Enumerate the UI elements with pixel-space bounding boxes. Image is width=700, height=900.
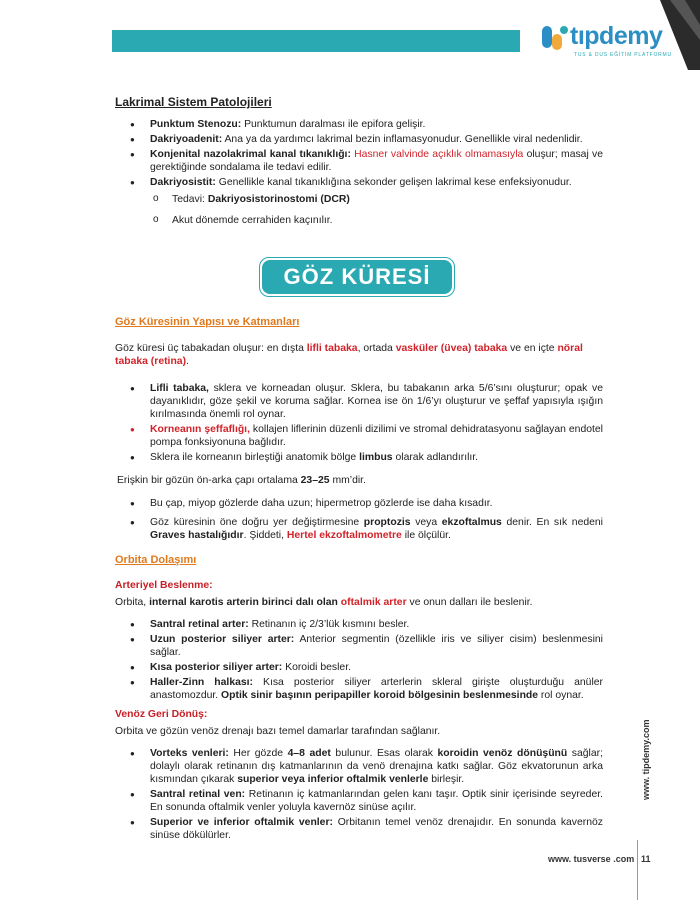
list-item [115, 118, 603, 131]
dakriyosistit-sublist [115, 193, 603, 227]
list-item [115, 788, 603, 814]
content-block-3 [115, 554, 603, 844]
t: sağlar; dolaylı olarak retinanın dış katmanlarının da venö drenajına katkı sağlar. Göz ekvatorunun arka kısmından çıkarak [150, 748, 603, 785]
list-item [115, 148, 603, 174]
t: proptozis [363, 517, 411, 528]
term: Superior ve inferior oftalmik venler: [150, 817, 333, 828]
diameter-list [115, 497, 603, 542]
sub-text: Tedavi: [172, 194, 208, 205]
t: . Şiddeti, [243, 530, 287, 541]
diameter-paragraph [117, 474, 603, 487]
t: Her gözde [228, 748, 288, 759]
subsection-title-venous: Venöz Geri Dönüş: [115, 709, 208, 720]
item-text: Retinanın iç katmanlarından gelen kanı taşır. Optik sinir içerisinde seyreder. En sonunda oftalmik venler yoluyla kavernöz sinüse açılır. [150, 789, 603, 813]
list-item [115, 816, 603, 842]
item-text: Retinanın iç 2/3’lük kısmını besler. [248, 619, 410, 630]
t: denir. En sık nedeni [501, 517, 603, 528]
t: internal karotis arterin birinci dalı olan [149, 597, 338, 608]
t: mm’dir. [329, 475, 366, 486]
list-item [115, 516, 603, 542]
term: Haller-Zinn halkası: [150, 677, 253, 688]
t: Graves hastalığıdır [150, 530, 244, 541]
footer-divider [637, 840, 638, 900]
content-block-1 [115, 96, 603, 235]
term: Lifli tabaka, [150, 383, 209, 394]
sub-item [115, 214, 603, 227]
footer-url[interactable]: www. tusverse .com [548, 854, 635, 864]
t: olarak adlandırılır. [392, 452, 479, 463]
banner-title: GÖZ KÜRESİ [262, 260, 452, 294]
arterial-list [115, 618, 603, 702]
t: koroidin venöz dönüşünü [437, 748, 568, 759]
tipdemy-logo [540, 22, 675, 62]
item-text: Punktumun daralması ile epifora gelişir. [241, 119, 426, 130]
header-teal-bar [112, 30, 520, 52]
t: bulunur. Esas olarak [330, 748, 438, 759]
term: Dakriyoadenit: [150, 134, 223, 145]
venous-intro: Orbita ve gözün venöz drenajı bazı temel damarlar tarafından sağlanır. [115, 726, 441, 737]
t: ve onun dalları ile beslenir. [406, 597, 533, 608]
t: limbus [359, 452, 393, 463]
term: Korneanın şeffaflığı, [150, 424, 250, 435]
list-item [115, 382, 603, 421]
list-item [115, 747, 603, 786]
t: Erişkin bir gözün ön-arka çapı ortalama [117, 475, 301, 486]
section-title-goz-kuresi: Göz Küresinin Yapısı ve Katmanları [115, 316, 300, 328]
list-item [115, 633, 603, 659]
term: Punktum Stenozu: [150, 119, 242, 130]
term: Santral retinal arter: [150, 619, 249, 630]
logo-tagline: TUS & DUS EĞİTİM PLATFORMU [574, 52, 672, 58]
logo-mark-icon [540, 24, 570, 54]
section-title-orbita: Orbita Dolaşımı [115, 554, 197, 566]
list-item [115, 176, 603, 189]
list-item [115, 423, 603, 449]
t: Sklera ile korneanın birleştiği anatomik bölge [150, 452, 360, 463]
t: Göz küresi üç tabakadan oluşur: en dışta [115, 343, 307, 354]
sub-item [115, 193, 603, 206]
item-text: kollajen liflerinin düzenli dizilimi ve stromal dehidratasyonu sağlayan endotel pompa fonksiyonuna bağlıdır. [150, 424, 603, 448]
t: ve en içte [507, 343, 558, 354]
term: Konjenital nazolakrimal kanal tıkanıklığı: [150, 149, 351, 160]
list-item [115, 618, 603, 631]
item-text: sklera ve korneadan oluşur. Sklera, bu tabakanın arka 5/6’sını oluşturur; opak ve dayanıklıdır, göze şekil ve koruma sağlar. Kornea ise ön 1/6’yı oluşturur ve şeffaf yapısıyla ışığın kırılmasında önemli rol oynar. [150, 383, 604, 420]
t: veya [410, 517, 442, 528]
t: superior veya inferior oftalmik venlerle [237, 774, 429, 785]
item-text: oluşur; masaj ve gerektiğinde sondalama ile tedavi edilir. [150, 149, 603, 173]
list-item [115, 497, 603, 510]
arterial-intro [115, 596, 603, 609]
t: nöral tabaka (retina) [115, 343, 583, 367]
t: birleşir. [428, 774, 465, 785]
content-block-2 [115, 316, 603, 544]
t: lifli tabaka [306, 343, 358, 354]
t: Optik sinir başının peripapiller koroid bölgesinin beslenmesinde [218, 690, 539, 701]
sub-text: Akut dönemde cerrahiden kaçınılır. [172, 215, 333, 226]
layers-list [115, 382, 603, 464]
section-title-lakrimal: Lakrimal Sistem Patolojileri [115, 95, 272, 109]
item-text: Ana ya da yardımcı lakrimal bezin inflamasyonudur. Genellikle viral nedenlidir. [222, 134, 583, 145]
list-item [115, 661, 603, 674]
page-number: 11 [641, 854, 651, 864]
t: Hertel ekzoftalmometre [286, 530, 402, 541]
logo-word: tıpdemy [570, 22, 663, 50]
t: oftalmik arter [340, 597, 407, 608]
item-text: Bu çap, miyop gözlerde daha uzun; hipermetrop gözlerde ise daha kısadır. [150, 498, 493, 509]
term: Vorteks venleri: [150, 748, 229, 759]
t: 23–25 [300, 475, 330, 486]
list-item [115, 451, 603, 464]
subsection-title-arterial: Arteriyel Beslenme: [115, 580, 213, 591]
item-text: Kısa posterior siliyer arterlerin skleral girişte oluşturduğu anüler anastomozdur. [150, 677, 603, 701]
item-text: Genellikle kanal tıkanıklığına sekonder gelişen lakrimal kese enfeksiyonudur. [215, 177, 572, 188]
term: Uzun posterior siliyer arter: [150, 634, 295, 645]
item-text: Koroidi besler. [282, 662, 351, 673]
t: rol oynar. [538, 690, 584, 701]
term: Santral retinal ven: [150, 789, 246, 800]
intro-paragraph [115, 342, 603, 368]
list-item [115, 133, 603, 146]
t: ile ölçülür. [401, 530, 451, 541]
item-text: Orbitanın temel venöz drenajıdır. En sonunda kavernöz sinüse dökülürler. [150, 817, 603, 841]
highlight: Hasner valvinde açıklık olmamasıyla [350, 149, 524, 160]
t: , ortada [357, 343, 396, 354]
item-text: Anterior segmentin (özellikle iris ve siliyer cisim) beslenmesini sağlar. [150, 634, 603, 658]
t: Göz küresinin öne doğru yer değiştirmesine [150, 517, 364, 528]
t: Orbita, [115, 597, 150, 608]
sub-bold: Dakriyosistorinostomi (DCR) [207, 194, 350, 205]
t: . [186, 356, 189, 367]
venous-list [115, 747, 603, 842]
term: Kısa posterior siliyer arter: [150, 662, 283, 673]
lakrimal-list [115, 118, 603, 189]
section-banner [259, 257, 455, 297]
t: vasküler (üvea) tabaka [395, 343, 508, 354]
term: Dakriyosistit: [150, 177, 216, 188]
side-url[interactable]: www. tipdemy.com [641, 719, 651, 800]
t: 4–8 adet [287, 748, 331, 759]
list-item [115, 676, 603, 702]
t: ekzoftalmus [441, 517, 502, 528]
